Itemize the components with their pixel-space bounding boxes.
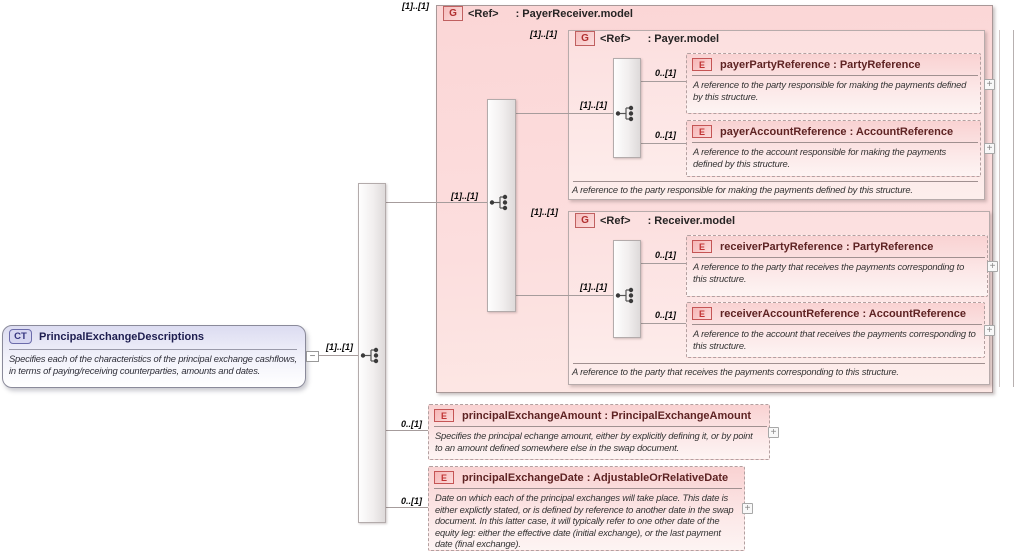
complex-type-badge: CT <box>9 329 32 344</box>
sequence-icon <box>615 287 637 304</box>
group-name: : Payer.model <box>647 32 720 45</box>
element-title: receiverPartyReference : PartyReference <box>720 240 934 253</box>
cardinality-label: [1]..[1] <box>580 100 607 110</box>
element-box-payer-account-reference[interactable] <box>686 120 981 177</box>
connector-line <box>516 113 613 114</box>
element-title: payerPartyReference : PartyReference <box>720 58 921 71</box>
sequence-icon <box>615 105 637 122</box>
element-description: A reference to the party that receives the payments corresponding to this structure. <box>693 261 965 284</box>
element-title: principalExchangeAmount : PrincipalExchangeAmount <box>462 409 752 422</box>
element-badge: E <box>434 471 454 484</box>
cardinality-label: [1]..[1] <box>531 207 558 217</box>
expand-toggle-icon[interactable]: + <box>742 503 753 514</box>
element-description: A reference to the account responsible for making the payments defined by this structure. <box>693 146 947 169</box>
clipped-edge-line <box>1013 30 1014 387</box>
cardinality-label: 0..[1] <box>655 68 677 78</box>
expand-toggle-icon[interactable]: + <box>987 261 998 272</box>
element-header <box>692 307 982 325</box>
expand-toggle-icon[interactable]: + <box>984 325 995 336</box>
connector-line <box>319 355 358 356</box>
complex-type-separator <box>9 349 297 350</box>
element-description: A reference to the account that receives the payments corresponding to this structure. <box>693 328 976 351</box>
complex-type-title: PrincipalExchangeDescriptions <box>39 330 205 343</box>
complex-type-description: Specifies each of the characteristics of the principal exchange cashflows, in terms of paying/receiving counterparties, amounts and dates. <box>9 353 297 376</box>
sequence-icon <box>360 347 382 364</box>
element-box-principal-exchange-amount[interactable] <box>428 404 770 460</box>
group-badge: G <box>575 31 595 46</box>
connector-line <box>641 323 686 324</box>
connector-line <box>641 81 686 82</box>
annotation-separator <box>573 181 978 182</box>
cardinality-label: 0..[1] <box>655 250 677 260</box>
expand-toggle-icon[interactable]: + <box>984 79 995 90</box>
collapse-toggle-icon[interactable]: − <box>306 351 319 362</box>
connector-line <box>386 430 428 431</box>
group-header-payer-receiver[interactable] <box>443 6 633 21</box>
cardinality-label: [1]..[1] <box>451 191 478 201</box>
cardinality-label: [1]..[1] <box>580 282 607 292</box>
element-box-receiver-party-reference[interactable] <box>686 235 988 297</box>
group-name: : Receiver.model <box>647 214 736 227</box>
cardinality-label: [1]..[1] <box>402 1 429 11</box>
element-box-principal-exchange-date[interactable] <box>428 466 745 551</box>
element-badge: E <box>692 307 712 320</box>
expand-toggle-icon[interactable]: + <box>768 427 779 438</box>
element-description: Date on which each of the principal exchanges will take place. This date is either explictly stated, or is defined by reference to another date in the swap document. In this latter case, it will typically refer to one other date of the equity leg: either the effective date (initial exchange), or the last payment date (final exchange). <box>435 492 734 549</box>
cardinality-label: [1]..[1] <box>530 29 557 39</box>
element-description: Specifies the principal echange amount, either by explicitly defining it, or by point to an amount defined somewhere else in the swap document. <box>435 430 753 453</box>
group-badge: G <box>575 213 595 228</box>
sequence-icon <box>489 194 511 211</box>
element-title: principalExchangeDate : AdjustableOrRelativeDate <box>462 471 729 484</box>
element-header <box>434 471 742 489</box>
element-header <box>692 58 978 76</box>
complex-type-header <box>9 329 204 344</box>
group-name: : PayerReceiver.model <box>515 7 633 20</box>
group-badge: G <box>443 6 463 21</box>
connector-line <box>386 202 487 203</box>
group-ref-label: <Ref> <box>600 214 631 227</box>
connector-line <box>516 295 613 296</box>
element-box-receiver-account-reference[interactable] <box>686 302 985 358</box>
expand-toggle-icon[interactable]: + <box>984 143 995 154</box>
annotation-separator <box>573 363 985 364</box>
group-header-payer[interactable] <box>575 31 719 46</box>
element-description: A reference to the party responsible for making the payments defined by this structure. <box>693 79 967 102</box>
cardinality-label: [1]..[1] <box>326 342 353 352</box>
group-ref-label: <Ref> <box>468 7 499 20</box>
element-header <box>692 125 978 143</box>
element-badge: E <box>692 125 712 138</box>
connector-line <box>641 143 686 144</box>
cardinality-label: 0..[1] <box>655 130 677 140</box>
connector-line <box>641 263 686 264</box>
group-annotation-payer: A reference to the party responsible for making the payments defined by this structure. <box>572 184 913 195</box>
clipped-edge-line <box>999 30 1000 387</box>
cardinality-label: 0..[1] <box>401 419 423 429</box>
group-ref-label: <Ref> <box>600 32 631 45</box>
element-badge: E <box>692 58 712 71</box>
connector-line <box>386 507 428 508</box>
element-header <box>692 240 985 258</box>
element-title: payerAccountReference : AccountReference <box>720 125 954 138</box>
group-annotation-receiver: A reference to the party that receives the payments corresponding to this structure. <box>572 366 899 377</box>
element-header <box>434 409 767 427</box>
element-box-payer-party-reference[interactable] <box>686 53 981 114</box>
element-badge: E <box>434 409 454 422</box>
cardinality-label: 0..[1] <box>401 496 423 506</box>
group-header-receiver[interactable] <box>575 213 735 228</box>
element-badge: E <box>692 240 712 253</box>
element-title: receiverAccountReference : AccountReference <box>720 307 966 320</box>
cardinality-label: 0..[1] <box>655 310 677 320</box>
